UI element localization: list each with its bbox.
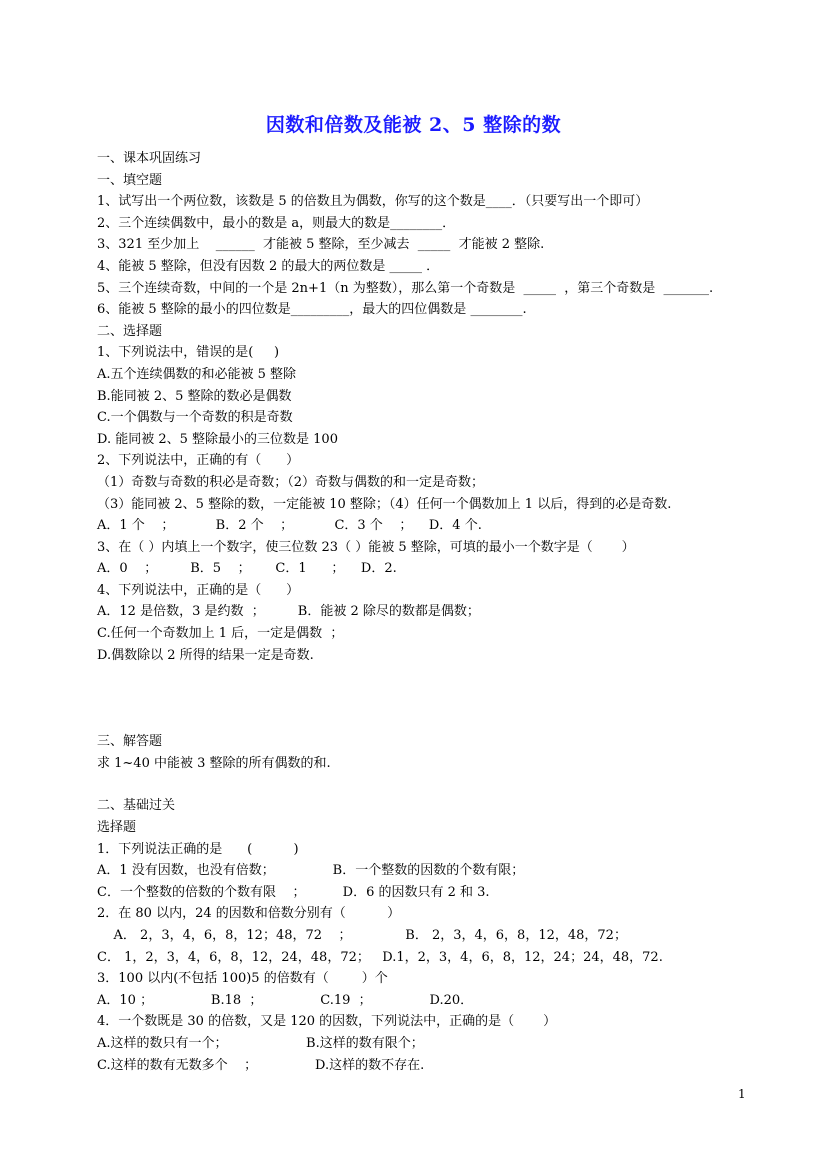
- text-line: （3）能同被 2、5 整除的数，一定能被 10 整除；（4）任何一个偶数加上 1 以后，得到的必是奇数.: [97, 496, 672, 512]
- text-line: A．0 ； B．5 ； C．1 ； D．2.: [97, 561, 397, 577]
- text-line: 3、在（ ）内填上一个数字，使三位数 23（ ）能被 5 整除，可填的最小一个数字是（ ）: [97, 539, 635, 555]
- text-line: 3、321 至少加上 ______ 才能被 5 整除，至少减去 _____ 才能被 2 整除.: [97, 237, 545, 253]
- text-line: 4．一个数既是 30 的倍数，又是 120 的因数，下列说法中，正确的是（ ）: [97, 1014, 557, 1030]
- text-line: 3．100 以内(不包括 100)5 的倍数有（ ）个: [97, 971, 388, 987]
- text-line: A．12 是倍数，3 是约数 ； B．能被 2 除尽的数都是偶数；: [97, 604, 480, 620]
- text-line: A.这样的数只有一个； B.这样的数有限个；: [97, 1035, 424, 1051]
- text-line: 4、能被 5 整除，但没有因数 2 的最大的两位数是 _____ ．: [97, 258, 440, 274]
- text-line: 求 1~40 中能被 3 整除的所有偶数的和.: [97, 755, 331, 771]
- text-line: A． 2，3，4，6，8，12；48，72 ； B． 2，3，4，6，8，12，48，72；: [97, 928, 627, 943]
- text-line: 2、下列说法中，正确的有（ ）: [97, 453, 300, 469]
- text-line: B.能同被 2、5 整除的数必是偶数: [97, 388, 292, 404]
- text-line: 1、试写出一个两位数，该数是 5 的倍数且为偶数，你写的这个数是____．（只要写出一个即可）: [97, 194, 649, 210]
- text-line: C.这样的数有无数多个 ； D.这样的数不存在.: [97, 1057, 425, 1073]
- text-line: 1．下列说法正确的是 ( ): [97, 841, 299, 857]
- text-line: （1）奇数与奇数的积必是奇数；（2）奇数与偶数的和一定是奇数；: [97, 474, 485, 490]
- text-line: A．1 没有因数，也没有倍数； B．一个整数的因数的个数有限；: [97, 863, 525, 879]
- text-line: 6、能被 5 整除的最小的四位数是_________，最大的四位偶数是 ________.: [97, 302, 527, 318]
- section-exercises: [97, 148, 797, 666]
- text-line: 5、三个连续奇数，中间的一个是 2n+1（n 为整数），那么第一个奇数是 _____ ，第三个奇数是 _______.: [97, 280, 714, 296]
- text-line: 选择题: [97, 820, 137, 836]
- text-line: 1、下列说法中，错误的是( ): [97, 345, 280, 361]
- page-number: 1: [738, 1087, 746, 1101]
- text-line: 一、课本巩固练习: [97, 151, 202, 166]
- text-line: 2．在 80 以内，24 的因数和倍数分别有（ ）: [97, 906, 401, 922]
- text-line: A．10 ； B.18 ； C.19 ； D.20．: [97, 992, 474, 1008]
- text-line: 一、填空题: [97, 172, 163, 188]
- text-line: C.任何一个奇数加上 1 后，一定是偶数 ；: [97, 626, 344, 642]
- text-line: 二、基础过关: [97, 798, 176, 814]
- text-line: D. 能同被 2、5 整除最小的三位数是 100: [97, 431, 338, 447]
- text-line: 三、解答题: [97, 734, 163, 750]
- text-line: 2、三个连续偶数中，最小的数是 a，则最大的数是________．: [97, 215, 456, 231]
- text-line: C． 1，2，3，4，6，8，12，24，48，72； D.1，2，3，4，6，8，12，24；24，48，72.: [97, 949, 663, 965]
- text-line: C．一个整数的倍数的个数有限 ； D．6 的因数只有 2 和 3.: [97, 884, 490, 900]
- text-line: D.偶数除以 2 所得的结果一定是奇数.: [97, 647, 314, 663]
- document-body: [97, 148, 797, 1076]
- section-basic-check: [97, 795, 797, 1076]
- document-title: 因数和倍数及能被 2、5 整除的数: [265, 114, 562, 136]
- text-line: 4、下列说法中，正确的是（ ）: [97, 582, 300, 598]
- text-line: A．1 个 ； B．2 个 ； C．3 个 ； D．4 个.: [97, 518, 482, 534]
- text-line: C.一个偶数与一个奇数的积是奇数: [97, 410, 293, 426]
- section-solution-problems: [97, 731, 797, 774]
- text-line: A.五个连续偶数的和必能被 5 整除: [97, 366, 297, 382]
- text-line: 二、选择题: [97, 323, 163, 339]
